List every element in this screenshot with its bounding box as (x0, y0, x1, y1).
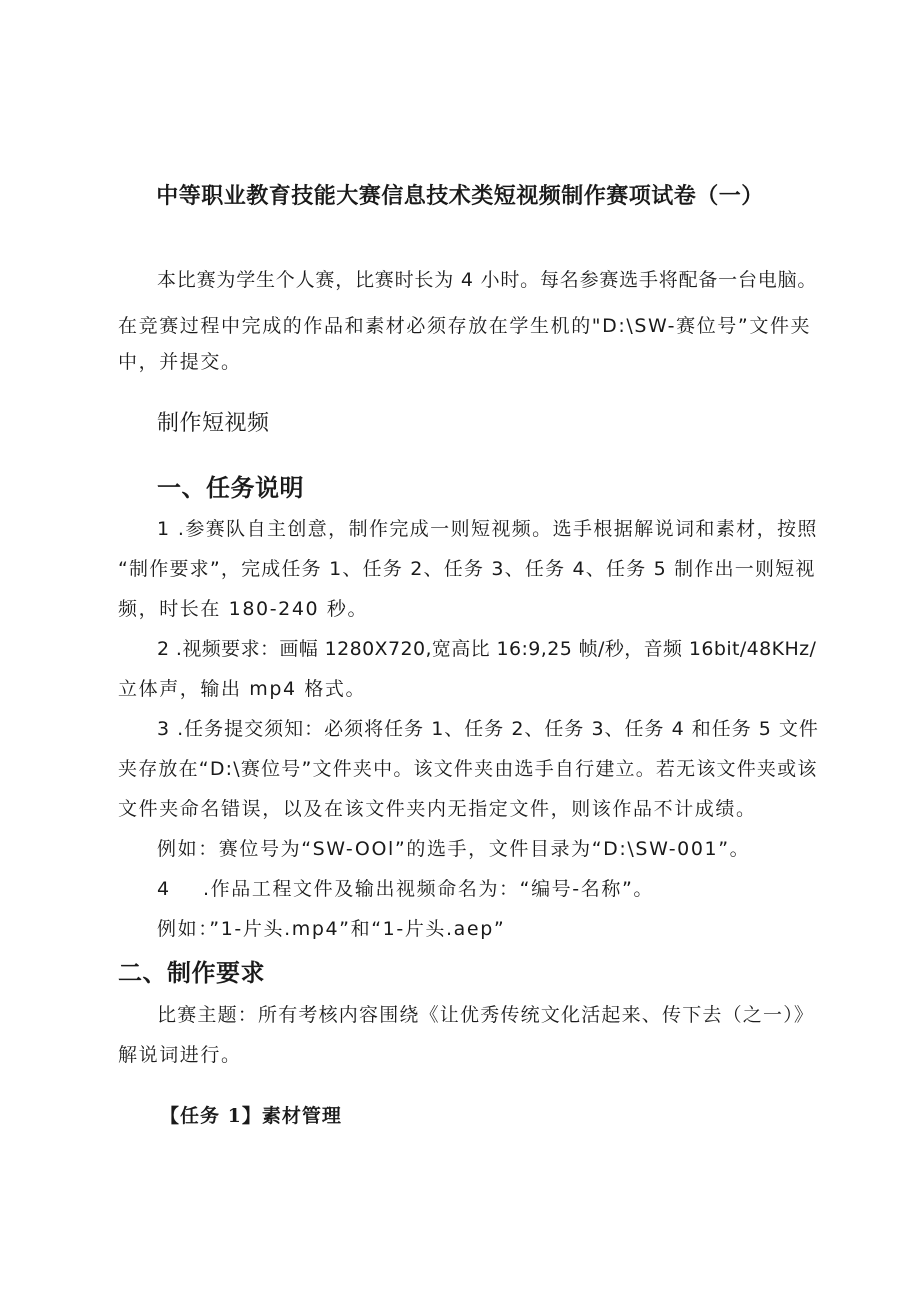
section-heading-task-description: 一、任务说明 (157, 474, 304, 502)
item-2-line-1: 2 .视频要求：画幅 1280X720,宽高比 16:9,25 帧/秒，音频 16bit/48KHz/ (157, 638, 817, 660)
example-line-1: 例如：赛位号为“SW-OOl”的选手，文件目录为“D:\SW-001”。 (157, 838, 751, 860)
theme-line-2: 解说词进行。 (118, 1044, 242, 1066)
item-3-line-1: 3 .任务提交须知：必须将任务 1、任务 2、任务 3、任务 4 和任务 5 文件 (157, 718, 819, 740)
subtitle: 制作短视频 (157, 411, 270, 436)
item-2-line-2: 立体声，输出 mp4 格式。 (118, 678, 367, 700)
theme-line-1: 比赛主题：所有考核内容围绕《让优秀传统文化活起来、传下去（之一）》 (157, 1004, 815, 1026)
example-line-2: 例如：”1-片头.mp4”和“1-片头.aep” (157, 918, 506, 940)
item-1-line-1: 1 .参赛队自主创意，制作完成一则短视频。选手根据解说词和素材，按照 (157, 518, 818, 540)
item-1-line-2: “制作要求”，完成任务 1、任务 2、任务 3、任务 4、任务 5 制作出一则短视 (118, 558, 816, 580)
item-4-text: .作品工程文件及输出视频命名为：“编号-名称”。 (203, 878, 654, 900)
item-3-line-3: 文件夹命名错误，以及在该文件夹内无指定文件，则该作品不计成绩。 (118, 798, 757, 820)
item-4-line (157, 877, 654, 901)
intro-line-1: 本比赛为学生个人赛，比赛时长为 4 小时。每名参赛选手将配备一台电脑。 (157, 269, 818, 291)
item-1-line-3: 频，时长在 180-240 秒。 (118, 598, 369, 620)
section-heading-requirements: 二、制作要求 (118, 959, 265, 987)
item-3-line-2: 夹存放在“D:\赛位号”文件夹中。该文件夹由选手自行建立。若无该文件夹或该 (118, 758, 818, 780)
intro-line-2: 在竞赛过程中完成的作品和素材必须存放在学生机的"D:\SW-赛位号”文件夹 (118, 315, 812, 337)
task-1-heading: 【任务 1】素材管理 (160, 1105, 342, 1127)
intro-line-3: 中，并提交。 (118, 351, 242, 373)
item-4-number: 4 (157, 878, 171, 900)
document-title: 中等职业教育技能大赛信息技术类短视频制作赛项试卷（一） (156, 184, 764, 209)
